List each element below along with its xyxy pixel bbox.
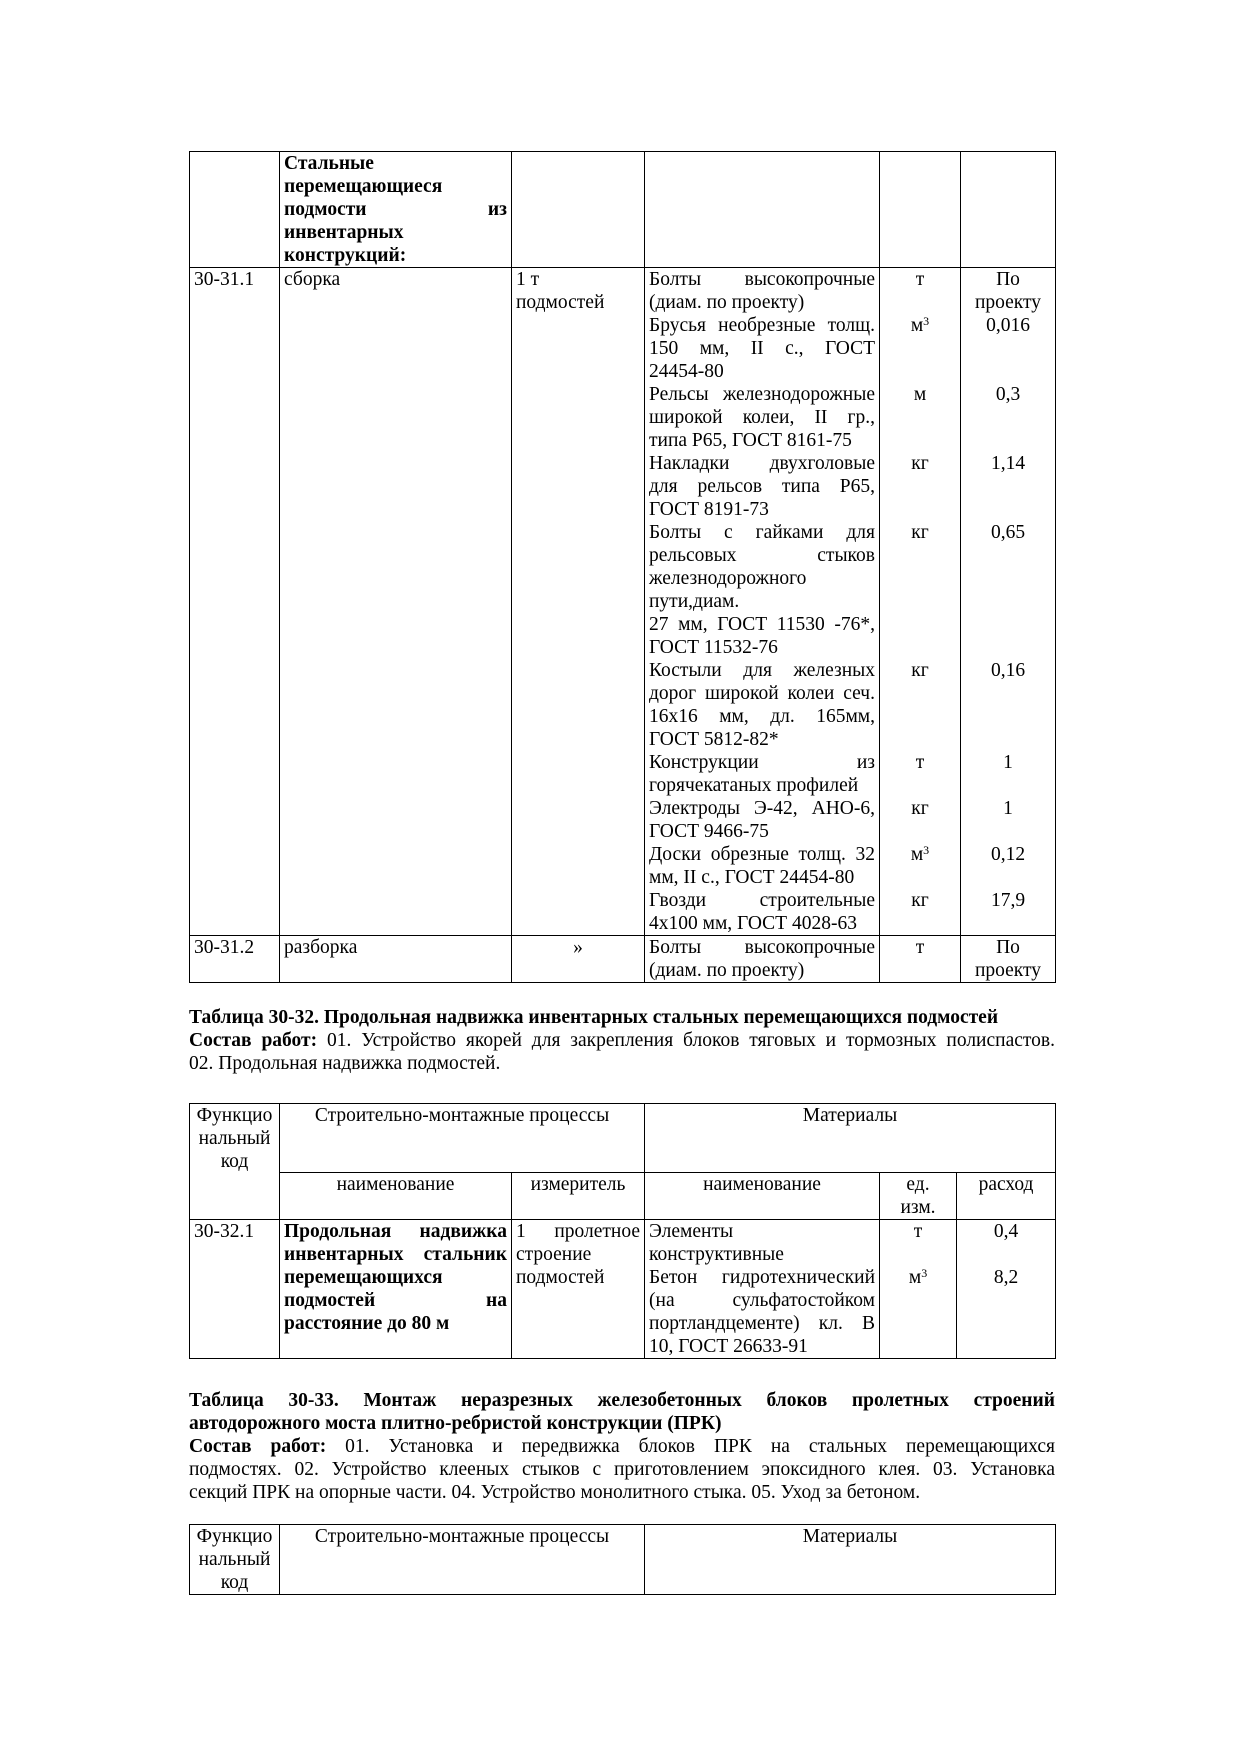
material-unit: м (913, 384, 927, 405)
composition-label: Состав работ: (189, 1030, 318, 1051)
material-name: Болты высокопрочные (диам. по проекту) (649, 269, 875, 313)
material-unit: т (913, 1221, 923, 1242)
material-name: Конструкции из горячекатаных профилей (649, 752, 875, 796)
material-name: Рельсы железнодорожные широкой колеи, II гр., типа Р65, ГОСТ 8161-75 (649, 384, 875, 451)
column-header-code: Функцио нальный код (190, 1104, 280, 1220)
table-30-33 (189, 1524, 1056, 1595)
material-unit: кг (911, 453, 929, 474)
material-name: Доски обрезные толщ. 32 мм, II с., ГОСТ 24454-80 (649, 844, 875, 888)
material-unit: т (915, 752, 925, 773)
material-names (645, 1220, 880, 1359)
material-name: Элементы конструктивные (649, 1221, 784, 1265)
material-name: Болты высокопрочные (диам. по проекту) (649, 937, 875, 981)
table-header-row (190, 1104, 1056, 1173)
material-name: Костыли для железных дорог широкой колеи сеч. 16х16 мм, дл. 165мм, ГОСТ 5812-82* (649, 660, 875, 750)
table-30-33-caption: Таблица 30-33. Монтаж неразрезных железобетонных блоков пролетных строений автодорожного моста плитно-ребристой конструкции (ПРК) Состав работ: 01. Установка и передвижка блоков ПРК на стальных перемещающихся подмостях. 02. Устройство клееных стыков с приготовлением эпоксидного клея. 03. Установка секций ПРК на опорные части. 04. Устройство монолитного стыка. 05. Уход за бетоном. (189, 1390, 1055, 1503)
material-name: Брусья необрезные толщ. 150 мм, II с., ГОСТ 24454-80 (649, 315, 875, 382)
material-amount: 1 (1003, 752, 1013, 773)
material-amount: По проекту (974, 937, 1042, 981)
measure: 1 т подмостей (512, 268, 645, 936)
functional-code: 30-32.1 (190, 1220, 280, 1359)
table-row (190, 152, 1056, 268)
material-amounts (961, 268, 1056, 936)
material-amount: 1 (1003, 798, 1013, 819)
material-names (645, 936, 880, 983)
process-name: разборка (280, 936, 512, 983)
material-amount: 0,16 (990, 660, 1026, 681)
material-names (645, 268, 880, 936)
column-header-processes: Строительно-монтажные процессы (280, 1525, 645, 1595)
material-unit: $м^3$ (910, 314, 930, 336)
table-title: Таблица 30-33. Монтаж неразрезных железобетонных блоков пролетных строений (189, 1390, 1055, 1411)
material-amount: 0,3 (995, 384, 1021, 405)
material-unit: $м^3$ (910, 843, 930, 865)
measure: » (512, 936, 645, 983)
material-units (880, 268, 961, 936)
section-header: Стальные перемещающиеся подмости из инвентарных конструкций: (280, 152, 512, 268)
material-amount: 8,2 (993, 1267, 1019, 1288)
table-header-row (190, 1173, 1056, 1220)
process-name: сборка (280, 268, 512, 936)
material-amount: По проекту (974, 269, 1042, 313)
material-unit: кг (911, 522, 929, 543)
table-header-row (190, 1525, 1056, 1595)
column-header-measure: измеритель (512, 1173, 645, 1220)
column-header-material-name: наименование (645, 1173, 880, 1220)
material-units (880, 936, 961, 983)
material-amount: 1,14 (990, 453, 1026, 474)
material-unit: $м^3$ (908, 1266, 928, 1288)
material-unit: кг (911, 890, 929, 911)
table-30-32-caption: Таблица 30-32. Продольная надвижка инвентарных стальных перемещающихся подмостей Состав работ: 01. Устройство якорей для закрепления блоков тяговых и тормозных полиспастов. 02. Продольная надвижка подмостей. (189, 1007, 1055, 1074)
material-name: Болты с гайками для рельсовых стыков железнодорожного пути,диам. 27 мм, ГОСТ 11530 -76*, ГОСТ 11532-76 (649, 522, 875, 658)
material-name: Накладки двухголовые для рельсов типа Р65, ГОСТ 8191-73 (649, 453, 875, 520)
material-amounts (957, 1220, 1056, 1359)
table-title: Таблица 30-32. Продольная надвижка инвентарных стальных перемещающихся подмостей (189, 1007, 999, 1028)
column-header-name: наименование (280, 1173, 512, 1220)
column-header-amount: расход (957, 1173, 1056, 1220)
material-unit: кг (911, 660, 929, 681)
table-30-31 (189, 151, 1056, 983)
material-unit: кг (911, 798, 929, 819)
measure: 1 пролетное строение подмостей (512, 1220, 645, 1359)
material-amount: 0,12 (990, 844, 1026, 865)
table-row (190, 268, 1056, 936)
functional-code: 30-31.2 (190, 936, 280, 983)
material-units (880, 1220, 957, 1359)
table-row (190, 936, 1056, 983)
column-header-code: Функцио нальный код (190, 1525, 280, 1595)
material-name: Электроды Э-42, АНО-6, ГОСТ 9466-75 (649, 798, 875, 842)
material-amount: 0,4 (993, 1221, 1019, 1242)
material-amount: 0,016 (986, 315, 1030, 336)
table-row (190, 1220, 1056, 1359)
material-amounts (961, 936, 1056, 983)
material-unit: т (915, 269, 925, 290)
material-amount: 17,9 (990, 890, 1026, 911)
material-unit: т (915, 937, 925, 958)
column-header-processes: Строительно-монтажные процессы (280, 1104, 645, 1173)
column-header-unit: ед. изм. (880, 1173, 957, 1220)
material-name: Гвозди строительные 4х100 мм, ГОСТ 4028-63 (649, 890, 875, 934)
column-header-materials: Материалы (645, 1525, 1056, 1595)
composition-label: Состав работ: (189, 1436, 327, 1457)
table-30-32 (189, 1103, 1056, 1359)
material-name: Бетон гидротехнический (на сульфатостойком портландцементе) кл. В 10, ГОСТ 26633-91 (649, 1267, 876, 1357)
material-amount: 0,65 (990, 522, 1026, 543)
column-header-materials: Материалы (645, 1104, 1056, 1173)
functional-code: 30-31.1 (190, 268, 280, 936)
process-name: Продольная надвижка инвентарных стальник перемещающихся подмостей на расстояние до 80 м (280, 1220, 512, 1359)
